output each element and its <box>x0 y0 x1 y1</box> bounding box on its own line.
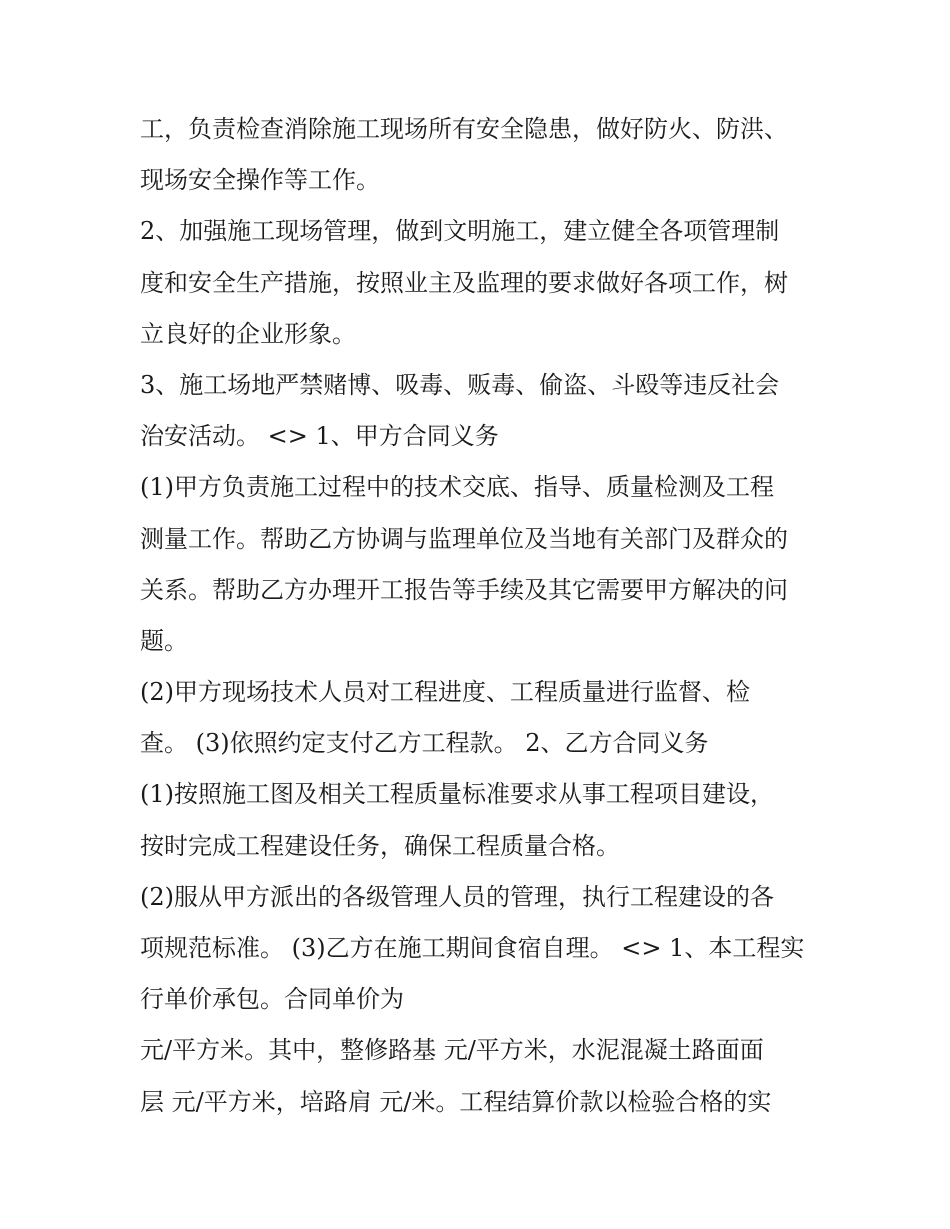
text-line: 3、施工场地严禁赌博、吸毒、贩毒、偷盗、斗殴等违反社会 <box>140 370 780 399</box>
text-line: (1)按照施工图及相关工程质量标准要求从事工程项目建设， <box>140 780 774 809</box>
text-line: (2)服从甲方派出的各级管理人员的管理，执行工程建设的各 <box>140 882 774 911</box>
text-line: 现场安全操作等工作。 <box>140 166 380 195</box>
text-line: 立良好的企业形象。 <box>140 319 356 348</box>
text-line: 层 元/平方米，培路肩 元/米。工程结算价款以检验合格的实 <box>140 1087 772 1116</box>
text-line: 项规范标准。 (3)乙方在施工期间食宿自理。 <> 1、本工程实 <box>140 934 805 962</box>
text-line: (2)甲方现场技术人员对工程进度、工程质量进行监督、检 <box>140 678 750 707</box>
text-line: 工，负责检查消除施工现场所有安全隐患，做好防火、防洪、 <box>140 115 788 143</box>
text-line: 度和安全生产措施，按照业主及监理的要求做好各项工作，树 <box>140 268 788 297</box>
text-line: 2、加强施工现场管理，做到文明施工，建立健全各项管理制 <box>140 217 780 246</box>
text-line: 按时完成工程建设任务，确保工程质量合格。 <box>140 831 620 860</box>
text-line: 题。 <box>140 626 188 655</box>
text-line: 治安活动。 <> 1、甲方合同义务 <box>140 422 499 451</box>
text-line: 查。 (3)依照约定支付乙方工程款。 2、乙方合同义务 <box>140 729 709 758</box>
text-line: 测量工作。帮助乙方协调与监理单位及当地有关部门及群众的 <box>140 524 788 553</box>
contract-text-body <box>140 104 830 1128</box>
text-line: 元/平方米。其中，整修路基 元/平方米，水泥混凝土路面面 <box>140 1036 764 1065</box>
text-line: 关系。帮助乙方办理开工报告等手续及其它需要甲方解决的问 <box>140 575 788 604</box>
text-line: (1)甲方负责施工过程中的技术交底、指导、质量检测及工程 <box>140 473 774 502</box>
text-line: 行单价承包。合同单价为 <box>140 985 404 1014</box>
